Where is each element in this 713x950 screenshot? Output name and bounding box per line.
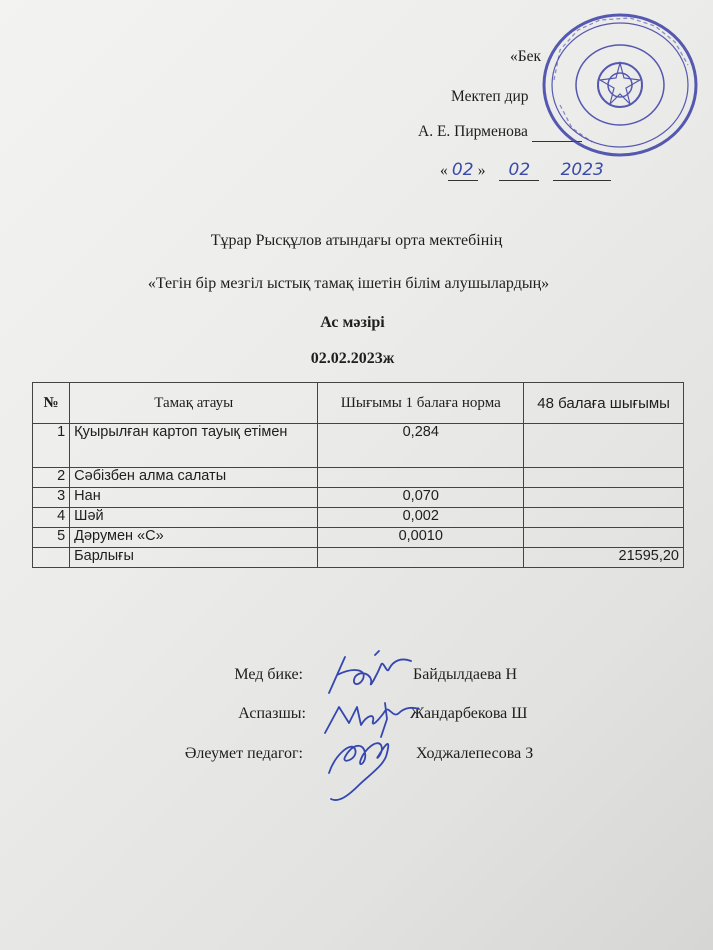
signer-name: Жандарбекова Ш	[410, 705, 528, 722]
director-name: А. Е. Пирменова	[418, 123, 528, 140]
signer-name: Байдылдаева Н	[413, 666, 518, 683]
approval-line-1: «Бек	[510, 48, 542, 65]
signature-nurse	[329, 651, 411, 693]
school-name: Тұрар Рысқұлов атындағы орта мектебінің	[210, 232, 503, 249]
role-label: Әлеумет педагог:	[184, 745, 303, 762]
approval-line-2: Мектеп дир	[451, 88, 529, 105]
row-dish: Дәрумен «С»	[70, 528, 318, 548]
row-dish: Нан	[70, 488, 318, 508]
table-row	[33, 508, 684, 528]
summary-row	[33, 548, 684, 568]
approval-date	[440, 160, 611, 181]
date-month: 02	[499, 160, 539, 181]
row-number: 5	[33, 528, 70, 548]
row-dish: Қуырылған картоп тауық етімен	[70, 424, 318, 468]
handwritten-signatures	[315, 645, 425, 810]
row-number: 2	[33, 468, 70, 488]
row-number: 4	[33, 508, 70, 528]
header-total: 48 балаға шығымы	[524, 383, 684, 424]
row-norm: 0,284	[318, 424, 524, 468]
header-number: №	[33, 383, 70, 424]
official-stamp	[530, 10, 700, 160]
header-norm: Шығымы 1 балаға норма	[318, 383, 524, 424]
row-number: 1	[33, 424, 70, 468]
role-label: Аспазшы:	[238, 705, 306, 722]
row-number: 3	[33, 488, 70, 508]
row-norm	[318, 468, 524, 488]
table-row	[33, 528, 684, 548]
menu-title: Ас мәзірі	[320, 314, 385, 331]
summary-value: 21595,20	[524, 548, 684, 568]
summary-empty	[33, 548, 70, 568]
signature-pedagogue	[329, 743, 388, 800]
date-open-quote: «	[440, 162, 448, 179]
table-row	[33, 424, 684, 468]
table-row	[33, 488, 684, 508]
date-day: 02	[448, 160, 478, 181]
row-norm: 0,0010	[318, 528, 524, 548]
menu-date: 02.02.2023ж	[310, 350, 395, 367]
summary-norm-empty	[318, 548, 524, 568]
menu-subtitle: «Тегін бір мезгіл ыстық тамақ ішетін білім алушылардың»	[147, 275, 550, 292]
row-total	[524, 468, 684, 488]
signer-name: Ходжалепесова З	[416, 745, 534, 762]
row-total	[524, 488, 684, 508]
row-norm: 0,002	[318, 508, 524, 528]
row-dish: Сәбізбен алма салаты	[70, 468, 318, 488]
row-total	[524, 508, 684, 528]
header-dish: Тамақ атауы	[70, 383, 318, 424]
table-row	[33, 468, 684, 488]
date-year: 2023	[553, 160, 611, 181]
row-total	[524, 424, 684, 468]
row-dish: Шәй	[70, 508, 318, 528]
table-header-row	[33, 383, 684, 424]
date-close-quote: »	[477, 162, 486, 179]
menu-table	[32, 382, 684, 568]
role-label: Мед бике:	[234, 666, 303, 683]
row-total	[524, 528, 684, 548]
row-norm: 0,070	[318, 488, 524, 508]
signature-cook	[325, 703, 419, 737]
summary-label: Барлығы	[70, 548, 318, 568]
